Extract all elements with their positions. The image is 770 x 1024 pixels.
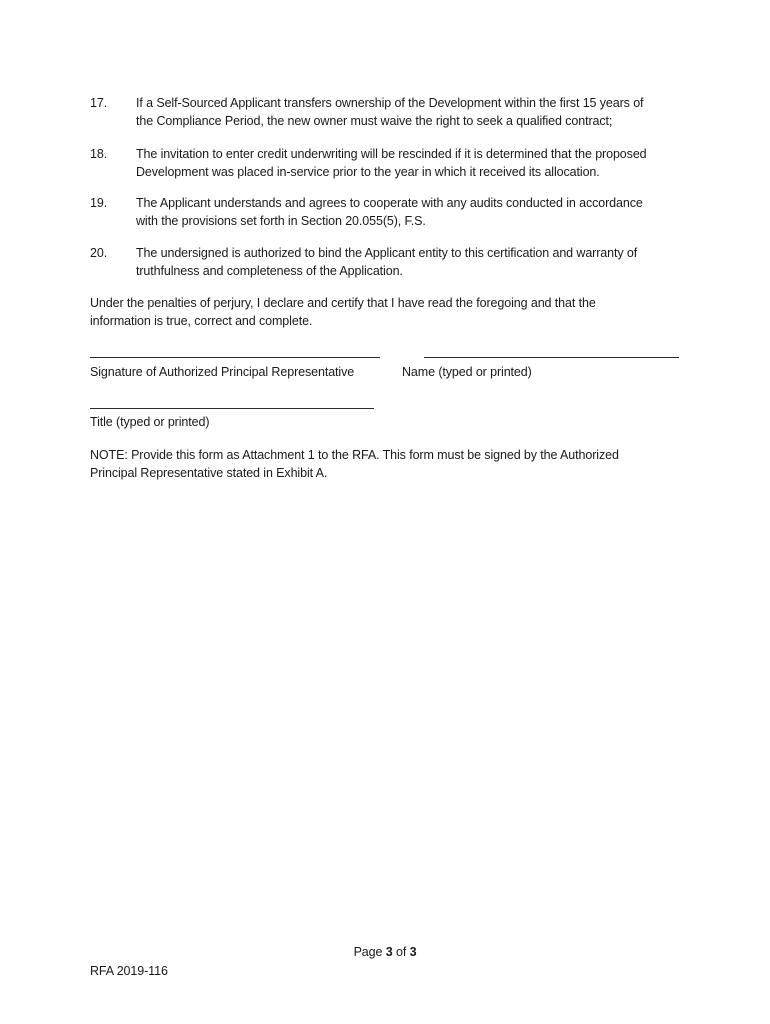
item-number: 19. bbox=[90, 196, 108, 210]
item-text-line: The undersigned is authorized to bind the Applicant entity to this certification and warranty of bbox=[136, 246, 638, 260]
attachment-note bbox=[90, 446, 619, 482]
page-current: 3 bbox=[385, 945, 393, 959]
signature-label: Signature of Authorized Principal Representative bbox=[90, 365, 355, 379]
item-text bbox=[136, 94, 686, 130]
item-text-line: the Compliance Period, the new owner must waive the right to seek a qualified contract; bbox=[136, 114, 613, 128]
declaration-line: Under the penalties of perjury, I declare and certify that I have read the foregoing and that the bbox=[90, 296, 596, 310]
item-text bbox=[136, 145, 686, 181]
page-of: of bbox=[392, 945, 410, 959]
page-number bbox=[0, 943, 770, 961]
perjury-declaration bbox=[90, 294, 596, 330]
item-text-line: Development was placed in-service prior to the year in which it received its allocation. bbox=[136, 165, 600, 179]
title-line[interactable] bbox=[90, 408, 374, 409]
rfa-number: RFA 2019-116 bbox=[90, 964, 168, 978]
item-text bbox=[136, 244, 686, 280]
item-number: 18. bbox=[90, 147, 108, 161]
page-prefix: Page bbox=[353, 945, 386, 959]
item-text-line: with the provisions set forth in Section 20.055(5), F.S. bbox=[136, 214, 426, 228]
declaration-line: information is true, correct and complete. bbox=[90, 314, 313, 328]
name-label: Name (typed or printed) bbox=[402, 365, 532, 379]
signature-line[interactable] bbox=[90, 357, 380, 358]
item-text-line: If a Self-Sourced Applicant transfers ownership of the Development within the first 15 years of bbox=[136, 96, 644, 110]
item-text-line: truthfulness and completeness of the Application. bbox=[136, 264, 403, 278]
title-label: Title (typed or printed) bbox=[90, 415, 210, 429]
item-number: 20. bbox=[90, 246, 108, 260]
page-total: 3 bbox=[409, 945, 417, 959]
note-line: Principal Representative stated in Exhibit A. bbox=[90, 466, 328, 480]
item-text-line: The Applicant understands and agrees to cooperate with any audits conducted in accordance bbox=[136, 196, 643, 210]
item-number: 17. bbox=[90, 96, 108, 110]
item-text-line: The invitation to enter credit underwriting will be rescinded if it is determined that the proposed bbox=[136, 147, 647, 161]
name-line[interactable] bbox=[424, 357, 679, 358]
item-text bbox=[136, 194, 686, 230]
note-line: NOTE: Provide this form as Attachment 1 to the RFA. This form must be signed by the Authorized bbox=[90, 448, 619, 462]
